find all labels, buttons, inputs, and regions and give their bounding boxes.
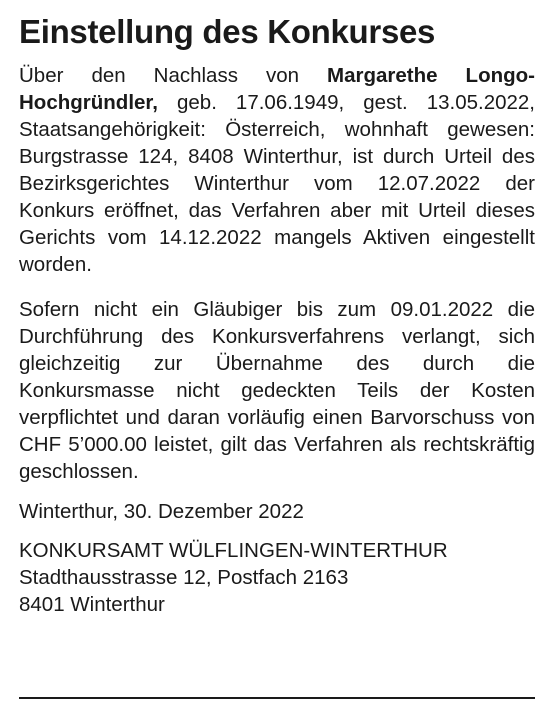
office-city: 8401 Winterthur	[19, 593, 165, 616]
notice-title: Einstellung des Konkurses	[19, 13, 436, 50]
bottom-rule	[19, 697, 535, 699]
notice-paragraph-estate	[19, 62, 535, 278]
notice-paragraph-creditors: Sofern nicht ein Gläubiger bis zum 09.01.2022 die Durchführung des Konkursverfahrens verlangt, sich gleichzeitig zur Übernahme des durch die Konkursmasse nicht gedeckten Teils der Kosten verpflichtet und daran vorläufig einen Barvorschuss von CHF 5’000.00 leistet, gilt das Verfahren als rechtskräftig geschlossen.	[19, 298, 535, 483]
office-name: KONKURSAMT WÜLFLINGEN-WINTERTHUR	[19, 539, 448, 562]
office-address-block	[19, 537, 535, 618]
deceased-name: Margarethe Longo-Hochgründler,	[19, 64, 535, 114]
dateline: Winterthur, 30. Dezember 2022	[19, 500, 304, 523]
paragraph-details: geb. 17.06.1949, gest. 13.05.2022, Staatsangehörigkeit: Österreich, wohnhaft gewesen: Burgstrasse 124, 8408 Winterthur, ist durch Urteil des Bezirksgerichtes Winterthur vom 12.07.2022 der Konkurs eröffnet, das Verfahren aber mit Urteil dieses Gerichts vom 14.12.2022 mangels Aktiven eingestellt worden.	[19, 91, 535, 276]
legal-notice	[19, 0, 535, 618]
office-street: Stadthausstrasse 12, Postfach 2163	[19, 566, 349, 589]
paragraph-intro: Über den Nachlass von	[19, 64, 328, 87]
